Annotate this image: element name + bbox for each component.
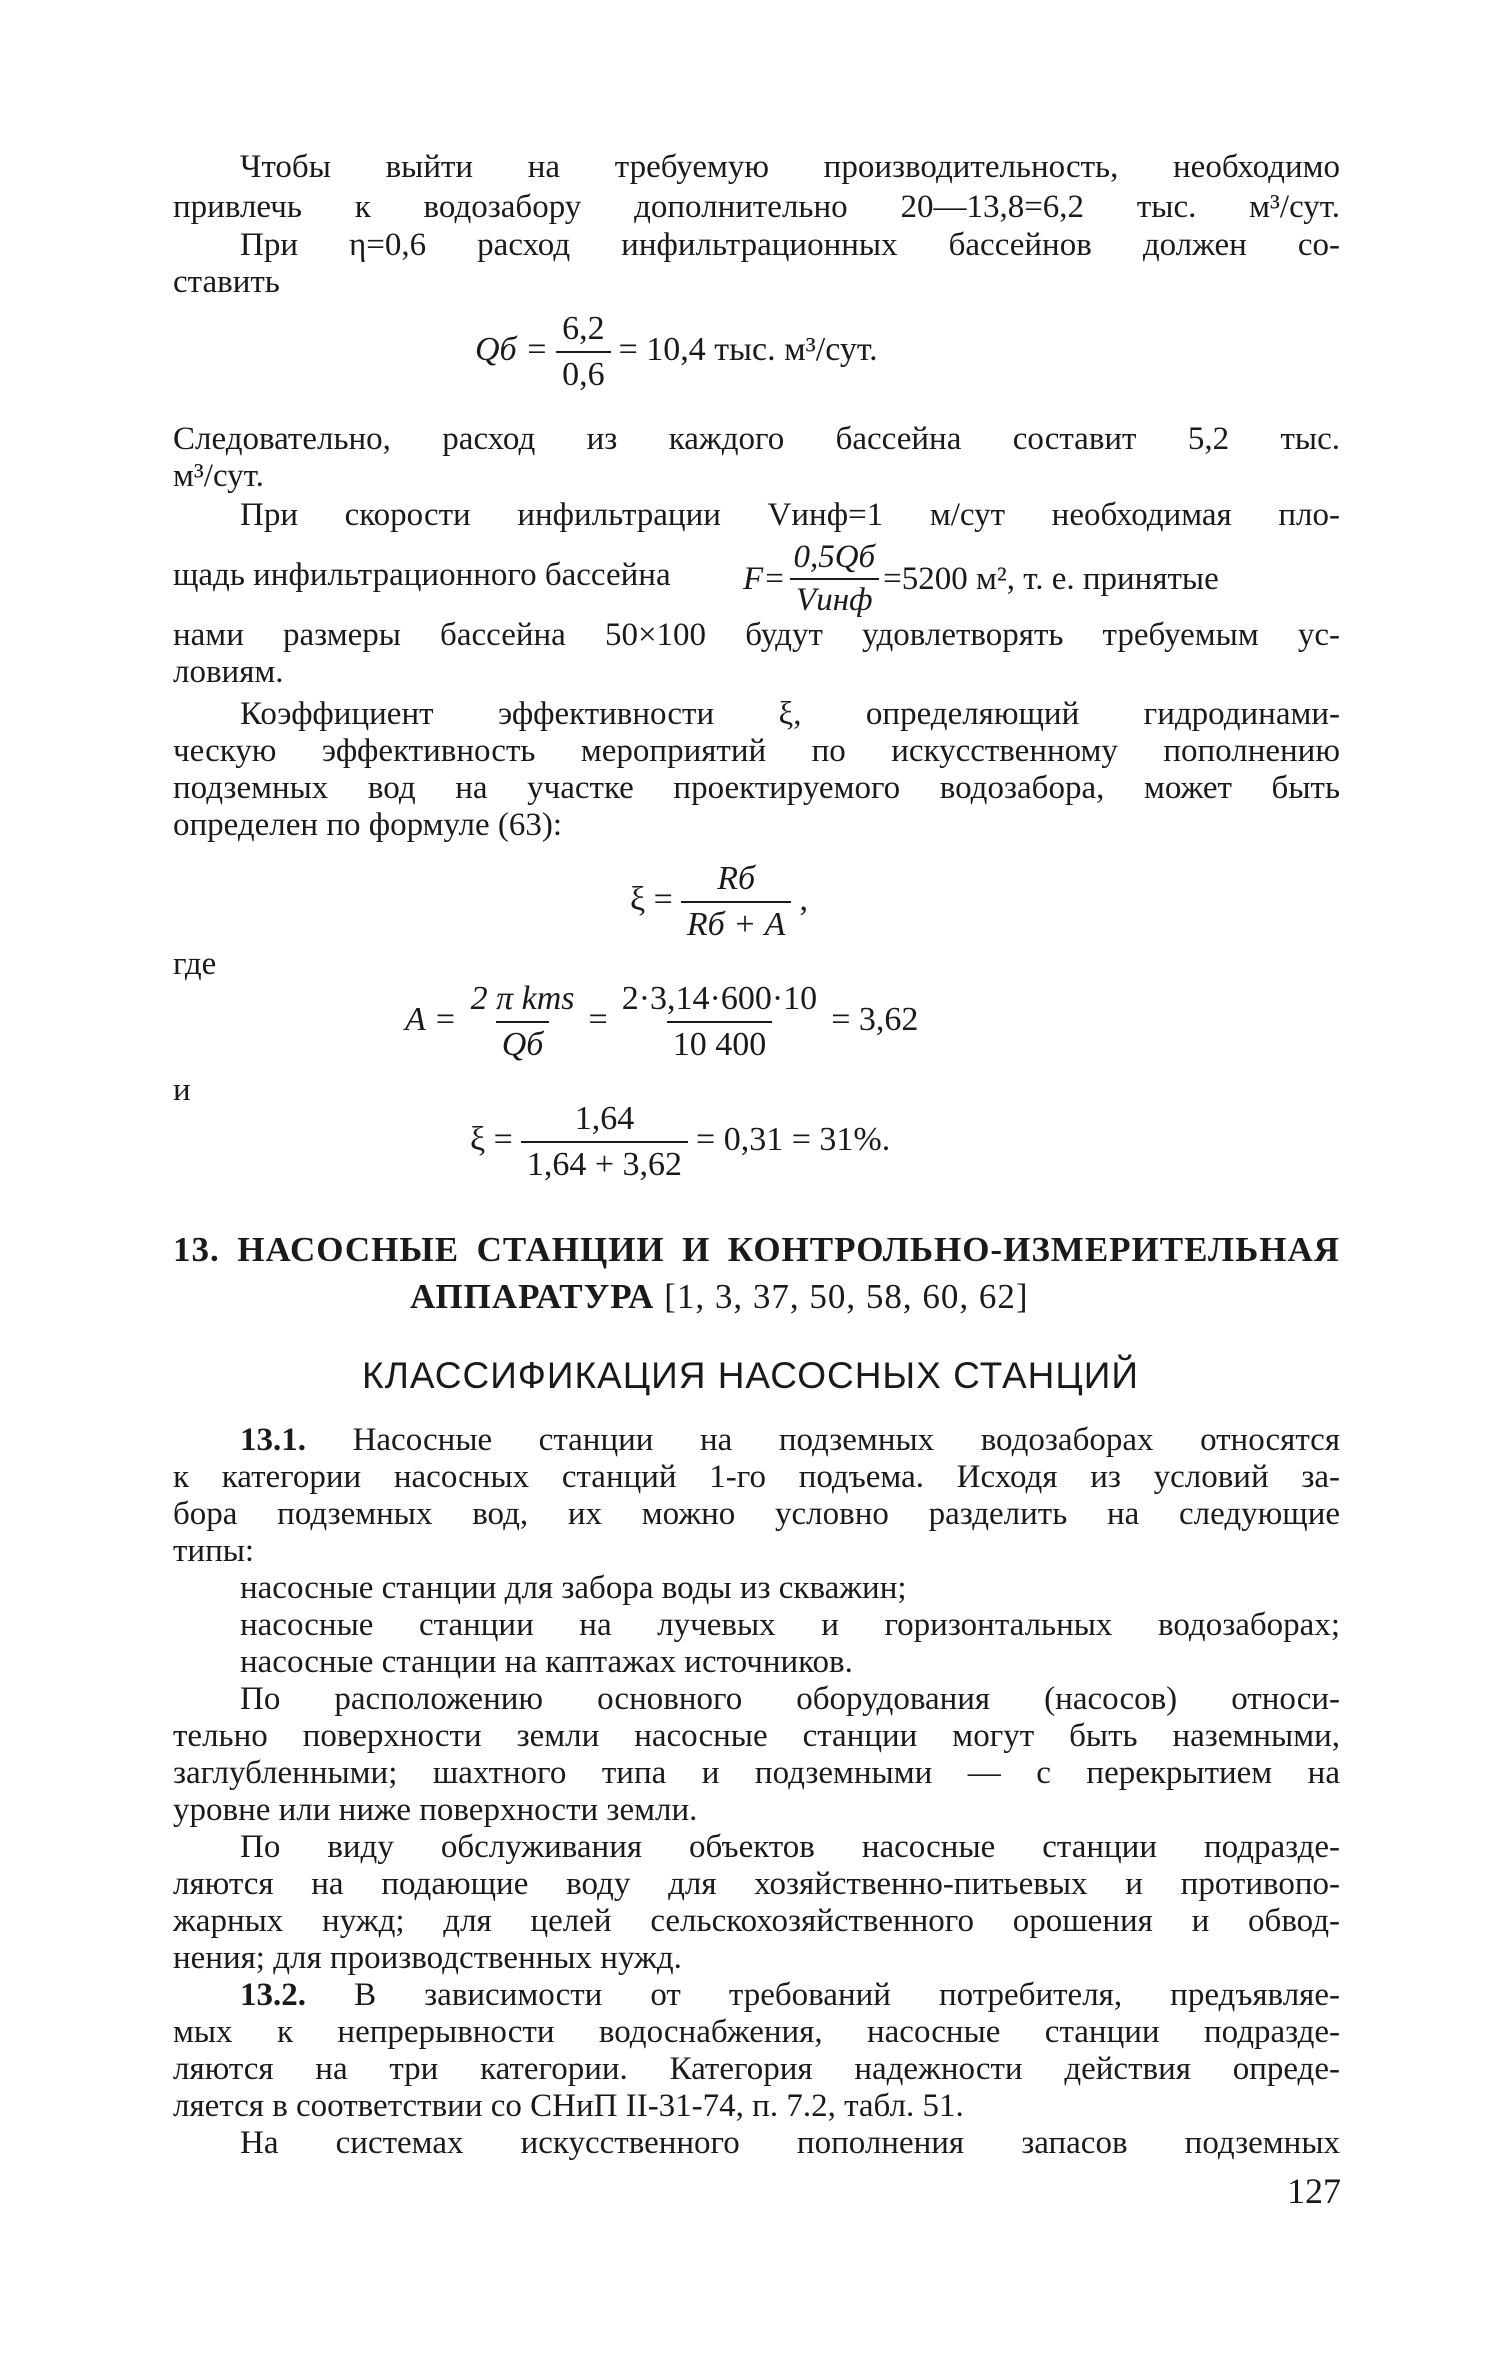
paragraph-line bbox=[240, 1423, 1340, 1458]
paragraph-line: По расположению основного оборудования (насосов) относи- bbox=[240, 1681, 1340, 1717]
fraction-denominator: 10 400 bbox=[667, 1021, 773, 1064]
formula-xi bbox=[630, 860, 808, 944]
paragraph-line: При скорости инфильтрации Vинф=1 м/сут необходимая пло- bbox=[240, 497, 1340, 533]
paragraph-line: На системах искусственного пополнения запасов подземных bbox=[240, 2125, 1340, 2161]
list-item: насосные станции для забора воды из скважин; bbox=[240, 1570, 907, 1606]
fraction-denominator: Qб bbox=[496, 1021, 550, 1064]
paragraph-line: мых к непрерывности водоснабжения, насосные станции подразде- bbox=[173, 2014, 1340, 2050]
fraction bbox=[616, 980, 823, 1064]
fraction-numerator: Rб bbox=[717, 860, 756, 897]
paragraph-line: ловиям. bbox=[173, 654, 284, 690]
formula-lhs: F= bbox=[743, 560, 786, 597]
fraction-numerator: 2·3,14·600·10 bbox=[621, 980, 818, 1017]
paragraph-line: ляются на три категории. Категория надежности действия опреде- bbox=[173, 2051, 1340, 2087]
fraction-numerator: 1,64 bbox=[574, 1100, 635, 1137]
fraction-denominator: 0,6 bbox=[556, 351, 611, 394]
paragraph-line: уровне или ниже поверхности земли. bbox=[173, 1792, 698, 1828]
paragraph-line: нения; для производственных нужд. bbox=[173, 1940, 682, 1976]
paragraph-line: определен по формуле (63): bbox=[173, 807, 563, 843]
paragraph-line: к категории насосных станций 1-го подъема. Исходя из условий за- bbox=[173, 1459, 1340, 1495]
paragraph-line: ческую эффективность мероприятий по искусственному пополнению bbox=[173, 733, 1340, 769]
fraction-numerator: 0,5Qб bbox=[793, 539, 876, 575]
fraction bbox=[465, 980, 581, 1064]
paragraph-line: ставить bbox=[173, 264, 280, 300]
formula-rhs: = 0,31 = 31%. bbox=[696, 1120, 891, 1158]
paragraph-line: заглубленными; шахтного типа и подземными — с перекрытием на bbox=[173, 1755, 1340, 1791]
paragraph-line: нами размеры бассейна 50×100 будут удовлетворять требуемым ус- bbox=[173, 617, 1340, 653]
paragraph-line: Следовательно, расход из каждого бассейна составит 5,2 тыс. bbox=[173, 421, 1340, 457]
formula-lhs: ξ = bbox=[470, 1120, 513, 1158]
fraction-numerator: 6,2 bbox=[562, 310, 605, 347]
formula-q bbox=[475, 310, 878, 394]
formula-tail: , bbox=[799, 880, 808, 918]
section-title-line2 bbox=[410, 1275, 1029, 1319]
section-references: [1, 3, 37, 50, 58, 60, 62] bbox=[664, 1277, 1029, 1316]
page-number: 127 bbox=[1287, 2171, 1341, 2211]
fraction-denominator: Rб + A bbox=[681, 901, 792, 944]
fraction-denominator: 1,64 + 3,62 bbox=[521, 1141, 688, 1184]
paragraph-line: ляются на подающие воду для хозяйственно-питьевых и противопо- bbox=[173, 1866, 1340, 1902]
paragraph-line: При η=0,6 расход инфильтрационных бассейнов должен со- bbox=[240, 227, 1340, 263]
paragraph-line: ляется в соответствии со СНиП II-31-74, п. 7.2, табл. 51. bbox=[173, 2088, 964, 2124]
clause-number: 13.2. bbox=[240, 1977, 306, 2013]
formula-lhs: A = bbox=[405, 1000, 457, 1038]
section-title-text: АППАРАТУРА bbox=[410, 1277, 655, 1316]
formula-xi-result bbox=[470, 1100, 890, 1184]
paragraph-text: =5200 м², т. е. принятые bbox=[883, 560, 1219, 597]
fraction-denominator: Vинф bbox=[790, 578, 878, 618]
paragraph-text: Насосные станции на подземных водозаборах относятся bbox=[352, 1422, 1341, 1458]
paragraph-text: В зависимости от требований потребителя, предъявляе- bbox=[354, 1977, 1340, 2013]
paragraph-line: Чтобы выйти на требуемую производительность, необходимо bbox=[240, 149, 1340, 185]
fraction-numerator: 2 π kms bbox=[470, 980, 575, 1017]
list-item: насосные станции на каптажах источников. bbox=[240, 1644, 853, 1680]
paragraph-line: тельно поверхности земли насосные станции могут быть наземными, bbox=[173, 1718, 1340, 1754]
fraction bbox=[787, 540, 881, 618]
paragraph-line: типы: bbox=[173, 1533, 255, 1569]
formula-a bbox=[405, 980, 918, 1064]
formula-f bbox=[743, 540, 1219, 618]
fraction bbox=[681, 860, 792, 944]
fraction bbox=[521, 1100, 688, 1184]
paragraph-line: подземных вод на участке проектируемого водозабора, может быть bbox=[173, 770, 1340, 806]
and-label: и bbox=[173, 1072, 191, 1108]
list-item: насосные станции на лучевых и горизонтальных водозаборах; bbox=[240, 1607, 1340, 1643]
formula-lhs: Qб = bbox=[475, 330, 549, 368]
paragraph-line: Коэффициент эффективности ξ, определяющий гидродинами- bbox=[240, 696, 1340, 732]
subsection-title: КЛАССИФИКАЦИЯ НАСОСНЫХ СТАНЦИЙ bbox=[362, 1355, 1139, 1396]
paragraph-line: м³/сут. bbox=[173, 458, 264, 494]
where-label: где bbox=[173, 946, 217, 982]
paragraph-line: По виду обслуживания объектов насосные станции подразде- bbox=[240, 1829, 1340, 1865]
paragraph-line: жарных нужд; для целей сельскохозяйственного орошения и обвод- bbox=[173, 1903, 1340, 1939]
formula-rhs: = 3,62 bbox=[831, 1000, 919, 1038]
paragraph-line: бора подземных вод, их можно условно разделить на следующие bbox=[173, 1496, 1340, 1532]
section-title-line1: 13. НАСОСНЫЕ СТАНЦИИ И КОНТРОЛЬНО-ИЗМЕРИТЕЛЬНАЯ bbox=[173, 1230, 1340, 1269]
paragraph-line bbox=[240, 1978, 1340, 2013]
formula-equals: = bbox=[588, 1000, 608, 1038]
fraction bbox=[556, 310, 611, 394]
paragraph-line: привлечь к водозабору дополнительно 20—13,8=6,2 тыс. м³/сут. bbox=[173, 189, 1340, 225]
formula-rhs: = 10,4 тыс. м³/сут. bbox=[618, 330, 878, 368]
formula-lhs: ξ = bbox=[630, 880, 673, 918]
paragraph-text: щадь инфильтрационного бассейна bbox=[173, 557, 671, 593]
clause-number: 13.1. bbox=[240, 1422, 306, 1458]
